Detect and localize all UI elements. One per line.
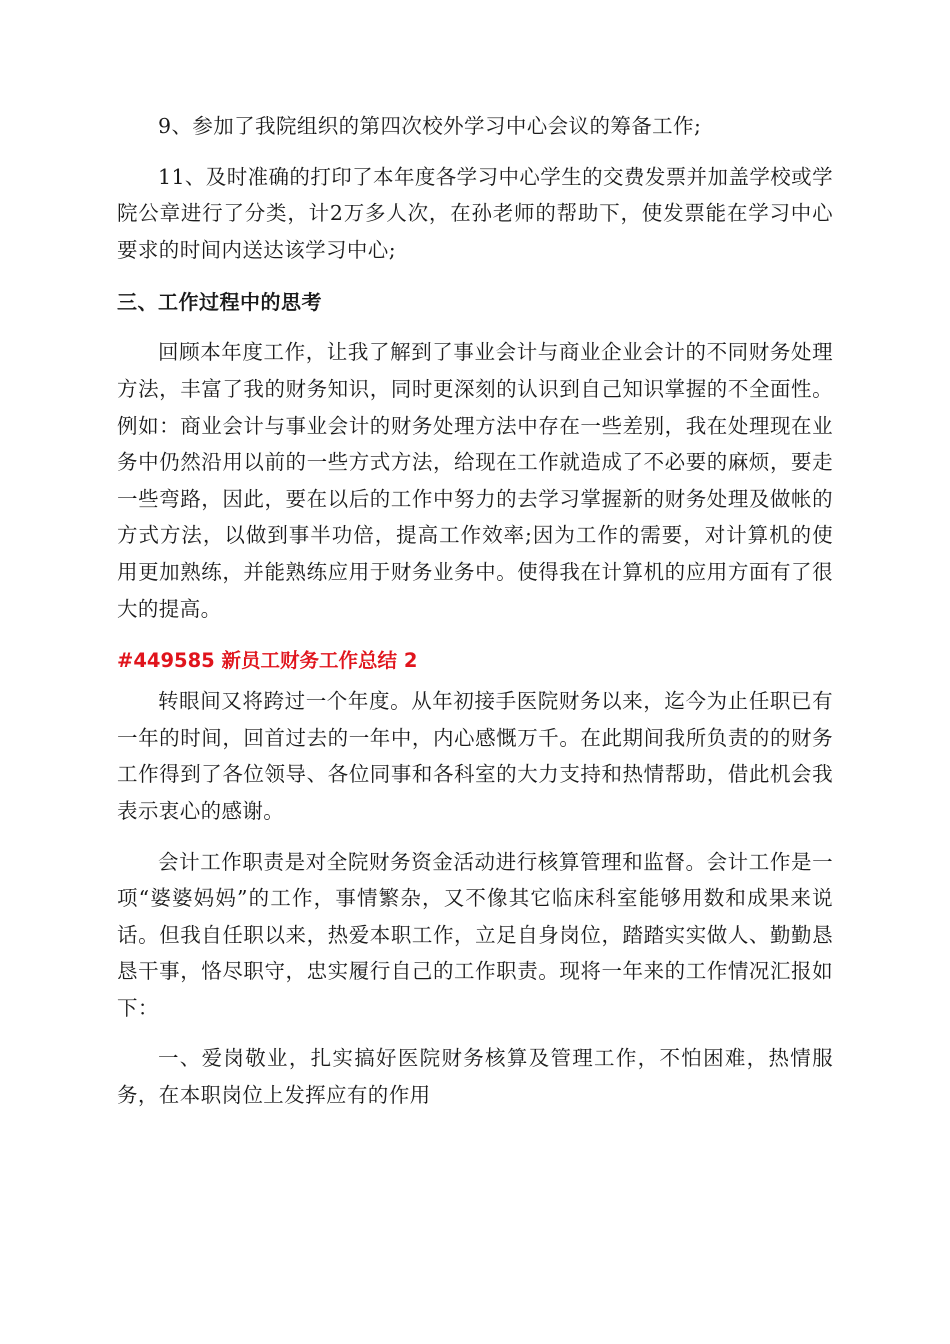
- section-heading: 三、工作过程中的思考: [117, 290, 322, 315]
- article-title: #449585 新员工财务工作总结 2: [117, 649, 418, 673]
- reflection-paragraph: 回顾本年度工作，让我了解到了事业会计与商业企业会计的不同财务处理方法，丰富了我的财务知识，同时更深刻的认识到自己知识掌握的不全面性。例如：商业会计与事业会计的财务处理方法中存在一些差别，我在处理现在业务中仍然沿用以前的一些方式方法，给现在工作就造成了不必要的麻烦，要走一些弯路，因此，要在以后的工作中努力的去学习掌握新的财务处理及做帐的方式方法，以做到事半功倍，提高工作效率;因为工作的需要，对计算机的使用更加熟练，并能熟练应用于财务业务中。使得我在计算机的应用方面有了很大的提高。: [117, 340, 833, 621]
- point-one-paragraph: 一、爱岗敬业，扎实搞好医院财务核算及管理工作，不怕困难，热情服务，在本职岗位上发挥应有的作用: [117, 1046, 833, 1108]
- paragraph-item-11: 11、及时准确的打印了本年度各学习中心学生的交费发票并加盖学校或学院公章进行了分类，计2万多人次，在孙老师的帮助下，使发票能在学习中心要求的时间内送达该学习中心;: [117, 164, 833, 262]
- document-page: [117, 108, 833, 1114]
- paragraph-item-9: 9、参加了我院组织的第四次校外学习中心会议的筹备工作;: [158, 114, 702, 138]
- duty-paragraph: 会计工作职责是对全院财务资金活动进行核算管理和监督。会计工作是一项“婆婆妈妈”的工作，事情繁杂，又不像其它临床科室能够用数和成果来说话。但我自任职以来，热爱本职工作，立足自身岗位，踏踏实实做人、勤勤恳恳干事，恪尽职守，忠实履行自己的工作职责。现将一年来的工作情况汇报如下：: [117, 849, 833, 1020]
- intro-paragraph: 转眼间又将跨过一个年度。从年初接手医院财务以来，迄今为止任职已有一年的时间，回首过去的一年中，内心感慨万千。在此期间我所负责的的财务工作得到了各位领导、各位同事和各科室的大力支持和热情帮助，借此机会我表示衷心的感谢。: [117, 689, 833, 823]
